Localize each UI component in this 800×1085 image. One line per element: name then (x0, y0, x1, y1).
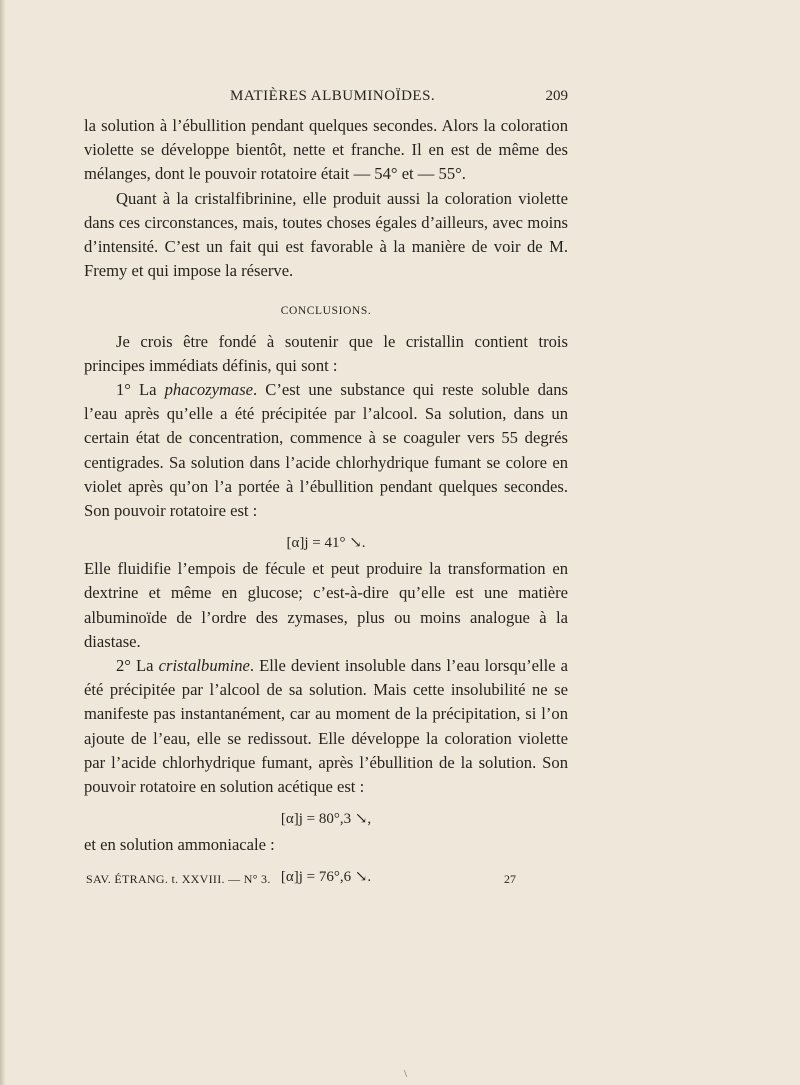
paragraph-3: Je crois être fondé à soutenir que le cristallin contient trois principes immédiats définis, qui sont : (84, 331, 568, 375)
page-number: 209 (545, 88, 568, 104)
footer-sheet-number: 27 (504, 872, 516, 886)
paragraph-6-prefix: 2° La (116, 656, 159, 676)
page-edge (0, 0, 6, 1085)
footer (86, 872, 516, 890)
paragraph-4-rest: . C’est une substance qui reste soluble dans l’eau après qu’elle a été précipitée par l’alcool. Sa solution, dans un certain état de concentration, commence à se coaguler vers 55 degrés centigrades. Sa solution dans l’acide chlorhydrique fumant se colore en violet après qu’on l’a portée à l’ébullition pendant quelques secondes. Son pouvoir rotatoire est : (84, 380, 568, 521)
paragraph-2: Quant à la cristalfibrinine, elle produit aussi la coloration violette dans ces circonstances, mais, toutes choses égales d’ailleurs, avec moins d’intensité. C’est un fait qui est favorable à la manière de voir de M. Fremy et qui impose la réserve. (84, 188, 568, 281)
formula-1: [α]j = 41° ↘. (286, 535, 366, 552)
formula-2: [α]j = 80°,3 ↘, (280, 811, 372, 828)
body-text (84, 114, 568, 891)
bleed-mark: \ (404, 1068, 408, 1080)
paragraph-4-term: phacozymase (164, 380, 254, 400)
footer-signature: SAV. ÉTRANG. t. XXVIII. — N° 3. (86, 872, 271, 886)
paragraph-6-rest: . Elle devient insoluble dans l’eau lorsqu’elle a été précipitée par l’alcool de sa solution. Mais cette insolubilité ne se manifeste pas instantanément, car au moment de la précipitation, si l’on ajoute de l’eau, elle se redissout. Elle développe la coloration violette par l’acide chlorhydrique fumant, après l’ébullition de la solution. Son pouvoir rotatoire en solution acétique est : (84, 656, 568, 797)
section-title: CONCLUSIONS. (280, 305, 372, 318)
paragraph-6-term: cristalbumine (158, 656, 250, 676)
paragraph-6 (84, 654, 568, 799)
formula-3: [α]j = 76°,6 ↘. (280, 869, 372, 886)
paragraph-5: Elle fluidifie l’empois de fécule et peut produire la transformation en dextrine et même en glucose; c’est-à-dire qu’elle est une matière albuminoïde de l’ordre des zymases, plus ou moins analogue à la diastase. (84, 559, 568, 651)
paragraph-1: la solution à l’ébullition pendant quelques secondes. Alors la coloration violette se développe bientôt, nette et franche. Il en est de même des mélanges, dont le pouvoir rotatoire était — 54° et — 55°. (84, 116, 568, 184)
paragraph-4 (84, 378, 568, 523)
running-head (84, 88, 568, 110)
paragraph-7: et en solution ammoniacale : (84, 835, 275, 855)
paragraph-4-prefix: 1° La (116, 380, 165, 400)
running-title: MATIÈRES ALBUMINOÏDES. (230, 88, 436, 104)
